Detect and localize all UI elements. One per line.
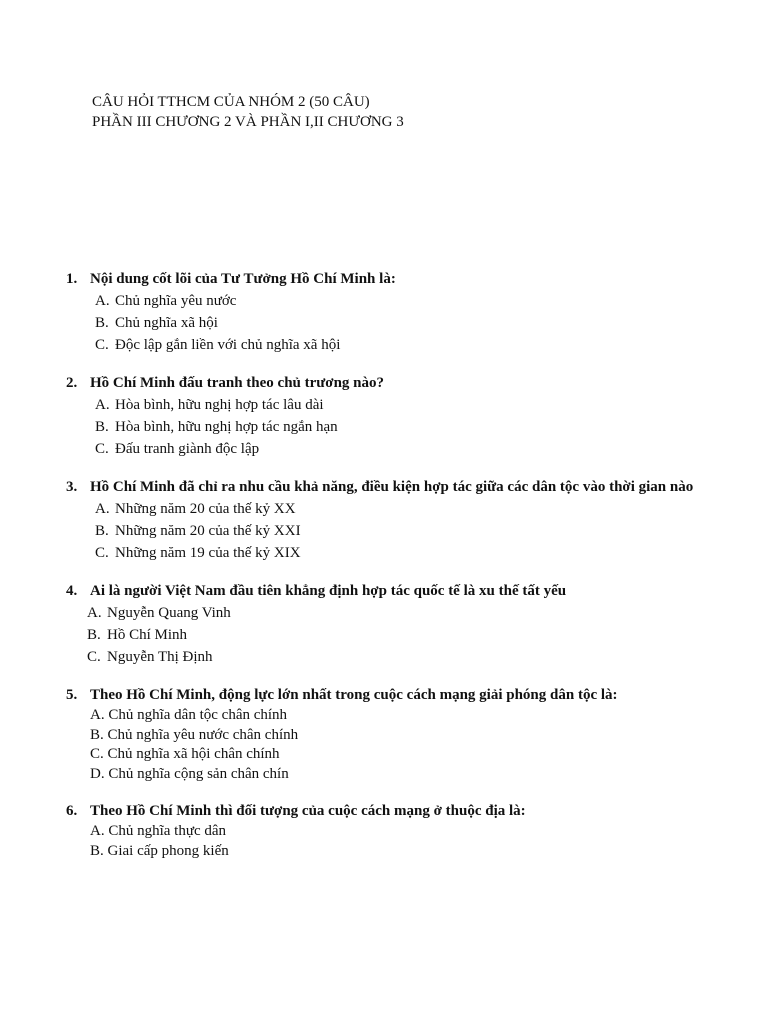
answer-options — [66, 394, 716, 460]
option-text: Nguyễn Quang Vinh — [107, 605, 231, 621]
answer-option — [66, 765, 716, 785]
answer-options — [66, 290, 716, 356]
question-1 — [66, 268, 716, 356]
question-number: 3. — [66, 479, 78, 495]
question-number: 4. — [66, 583, 78, 599]
option-letter: A. — [95, 501, 110, 517]
question-title — [66, 268, 716, 290]
answer-option — [66, 520, 716, 542]
question-number: 5. — [66, 687, 78, 703]
option-letter: A. — [87, 605, 102, 621]
question-4 — [66, 580, 716, 668]
option-letter: C. — [95, 441, 109, 457]
option-letter: A. — [95, 397, 110, 413]
answer-options — [66, 498, 716, 564]
option-text: Nguyễn Thị Định — [107, 649, 213, 665]
answer-option — [66, 602, 716, 624]
option-letter: A. — [90, 823, 105, 839]
option-text: Đấu tranh giành độc lập — [115, 441, 260, 457]
answer-option — [66, 438, 716, 460]
question-5 — [66, 684, 716, 784]
answer-option — [66, 542, 716, 564]
option-text: Hồ Chí Minh — [107, 627, 188, 643]
option-text: Hòa bình, hữu nghị hợp tác lâu dài — [115, 397, 324, 413]
answer-option — [66, 416, 716, 438]
option-letter: A. — [95, 293, 110, 309]
option-letter: C. — [95, 545, 109, 561]
option-text: Chủ nghĩa thực dân — [108, 823, 227, 839]
option-letter: C. — [90, 746, 104, 762]
answer-option — [66, 624, 716, 646]
question-text: Nội dung cốt lõi của Tư Tưởng Hồ Chí Minh là: — [90, 271, 396, 287]
heading-line-1: CÂU HỎI TTHCM CỦA NHÓM 2 (50 CÂU) — [92, 94, 370, 110]
option-letter: B. — [87, 627, 101, 643]
option-letter: C. — [95, 337, 109, 353]
answer-option — [66, 334, 716, 356]
question-number: 6. — [66, 803, 78, 819]
question-text: Ai là người Việt Nam đầu tiên khẳng định hợp tác quốc tế là xu thế tất yếu — [90, 583, 567, 599]
question-text: Theo Hồ Chí Minh thì đối tượng của cuộc cách mạng ở thuộc địa là: — [90, 803, 526, 819]
option-text: Chủ nghĩa xã hội chân chính — [107, 746, 280, 762]
option-letter: B. — [95, 523, 109, 539]
answer-option — [66, 745, 716, 765]
option-text: Chủ nghĩa yêu nước — [115, 293, 237, 309]
option-letter: B. — [95, 419, 109, 435]
answer-option — [66, 498, 716, 520]
document-heading — [92, 92, 404, 132]
option-letter: B. — [95, 315, 109, 331]
answer-option — [66, 842, 716, 862]
answer-option — [66, 822, 716, 842]
question-text: Hồ Chí Minh đã chỉ ra nhu cầu khả năng, điều kiện hợp tác giữa các dân tộc vào thời gian nào — [90, 479, 694, 495]
option-letter: C. — [87, 649, 101, 665]
option-text: Chủ nghĩa xã hội — [115, 315, 218, 331]
answer-option — [66, 290, 716, 312]
option-text: Chủ nghĩa dân tộc chân chính — [108, 707, 288, 723]
question-text: Hồ Chí Minh đấu tranh theo chủ trương nào? — [90, 375, 385, 391]
question-title — [66, 476, 716, 498]
option-text: Những năm 20 của thế kỷ XX — [115, 501, 296, 517]
option-text: Giai cấp phong kiến — [107, 842, 229, 859]
question-title — [66, 684, 716, 706]
heading-line-2: PHẦN III CHƯƠNG 2 VÀ PHẦN I,II CHƯƠNG 3 — [92, 114, 404, 130]
answer-option — [66, 706, 716, 726]
answer-options — [66, 706, 716, 784]
option-text: Độc lập gắn liền với chủ nghĩa xã hội — [115, 337, 341, 353]
answer-option — [66, 394, 716, 416]
answer-option — [66, 646, 716, 668]
question-6 — [66, 800, 716, 861]
option-letter: B. — [90, 726, 104, 743]
option-letter: D. — [90, 765, 105, 782]
question-title — [66, 580, 716, 602]
question-number: 1. — [66, 271, 78, 287]
question-3 — [66, 476, 716, 564]
answer-options — [66, 602, 716, 668]
option-letter: B. — [90, 842, 104, 859]
answer-option — [66, 726, 716, 746]
option-text: Những năm 19 của thế kỷ XIX — [115, 545, 301, 561]
option-letter: A. — [90, 707, 105, 723]
question-text: Theo Hồ Chí Minh, động lực lớn nhất trong cuộc cách mạng giải phóng dân tộc là: — [90, 687, 618, 703]
option-text: Hòa bình, hữu nghị hợp tác ngắn hạn — [115, 419, 338, 435]
question-2 — [66, 372, 716, 460]
option-text: Những năm 20 của thế kỷ XXI — [115, 523, 301, 539]
question-title — [66, 800, 716, 822]
answer-options — [66, 822, 716, 861]
question-title — [66, 372, 716, 394]
question-list — [66, 268, 716, 877]
answer-option — [66, 312, 716, 334]
question-number: 2. — [66, 375, 78, 391]
option-text: Chủ nghĩa yêu nước chân chính — [107, 726, 299, 743]
option-text: Chủ nghĩa cộng sản chân chín — [108, 765, 289, 782]
